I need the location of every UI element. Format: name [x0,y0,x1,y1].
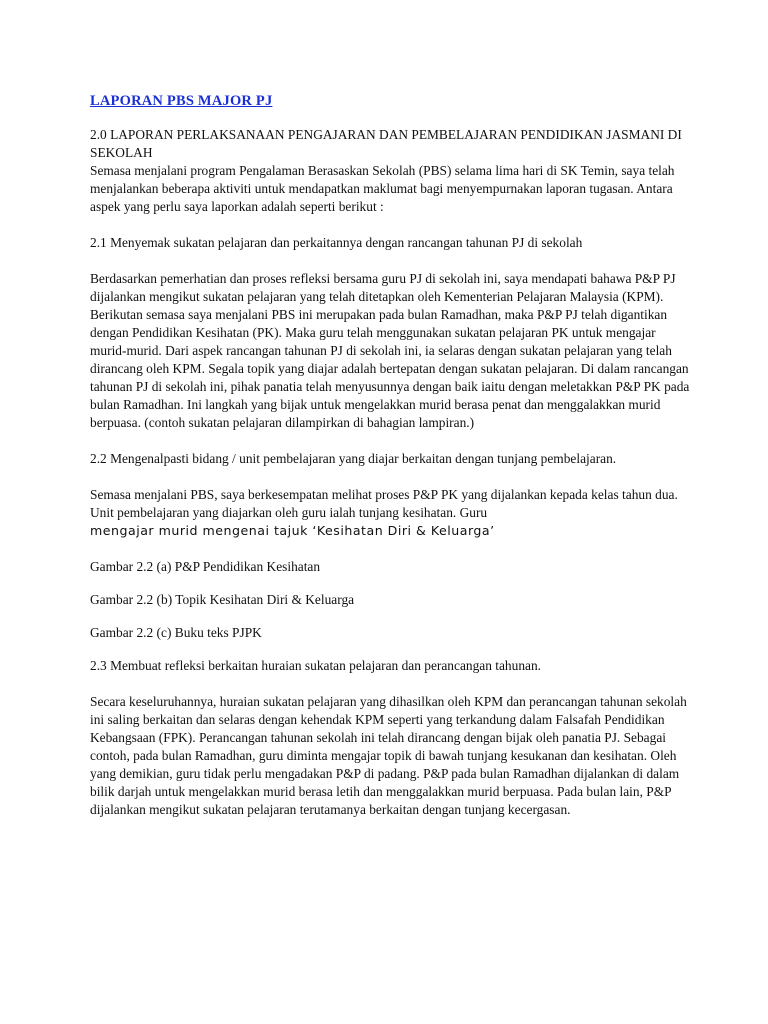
figure-caption-c: Gambar 2.2 (c) Buku teks PJPK [90,625,262,640]
paragraph-2-3: Secara keseluruhannya, huraian sukatan pelajaran yang dihasilkan oleh KPM dan perancangan tahunan sekolah ini saling berkaitan dan selaras dengan kehendak KPM seperti yang terkandung dalam Falsafah Pendidikan Kebangsaan (FPK). Perancangan tahunan sekolah ini telah dirancang dengan bijak oleh panatia PJ. Sebagai contoh, pada bulan Ramadhan, guru diminta mengajar topik di bawah tunjang kesukanan dan kesihatan. Oleh yang demikian, guru tidak perlu mengadakan P&P di padang. P&P pada bulan Ramadhan dijalankan di dalam bilik darjah untuk mengelakkan murid berasa letih dan menggalakkan murid berpuasa. Pada bulan lain, P&P dijalankan mengikut sukatan pelajaran terutamanya berkaitan dengan tunjang kecergasan. [90,694,687,817]
figure-caption-a: Gambar 2.2 (a) P&P Pendidikan Kesihatan [90,559,321,574]
paragraph-2-1: Berdasarkan pemerhatian dan proses refleksi bersama guru PJ di sekolah ini, saya mendapati bahawa P&P PJ dijalankan mengikut sukatan pelajaran yang telah ditetapkan oleh Kementerian Pelajaran Malaysia (KPM). Berikutan semasa saya menjalani PBS ini merupakan pada bulan Ramadhan, maka P&P PJ telah digantikan dengan Pendidikan Kesihatan (PK). Maka guru telah menggunakan sukatan pelajaran PK untuk mengajar murid-murid. Dari aspek rancangan tahunan PJ di sekolah ini, ia selaras dengan sukatan pelajaran yang telah dirancang oleh KPM. Segala topik yang diajar adalah bertepatan dengan sukatan pelajaran. Di dalam rancangan tahunan PJ di sekolah ini, pihak panatia telah menyusunnya dengan baik iaitu dengan meletakkan P&P PK pada bulan Ramadhan. Ini langkah yang bijak untuk mengelakkan murid berasa penat dan menggalakkan murid berpuasa. (contoh sukatan pelajaran dilampirkan di bahagian lampiran.) [90,271,690,430]
paragraph-2-2: Semasa menjalani PBS, saya berkesempatan melihat proses P&P PK yang dijalankan kepada kelas tahun dua. Unit pembelajaran yang diajarkan oleh guru ialah tunjang kesihatan. Guru [90,487,678,520]
section-heading-2-3: 2.3 Membuat refleksi berkaitan huraian sukatan pelajaran dan perancangan tahunan. [90,658,541,673]
paragraph-2-2-continued: mengajar murid mengenai tajuk ‘Kesihatan Diri & Keluarga’ [90,523,495,538]
document-body [90,92,690,837]
intro-paragraph: Semasa menjalani program Pengalaman Berasaskan Sekolah (PBS) selama lima hari di SK Temin, saya telah menjalankan beberapa aktiviti untuk mendapatkan maklumat bagi menyempurnakan laporan tugasan. Antara aspek yang perlu saya laporkan adalah seperti berikut : [90,163,675,214]
section-heading-2-2: 2.2 Mengenalpasti bidang / unit pembelajaran yang diajar berkaitan dengan tunjang pembelajaran. [90,451,617,466]
section-heading-2-1: 2.1 Menyemak sukatan pelajaran dan perkaitannya dengan rancangan tahunan PJ di sekolah [90,235,583,250]
figure-caption-b: Gambar 2.2 (b) Topik Kesihatan Diri & Keluarga [90,592,355,607]
section-heading-2-0: 2.0 LAPORAN PERLAKSANAAN PENGAJARAN DAN PEMBELAJARAN PENDIDIKAN JASMANI DI SEKOLAH [90,127,682,160]
document-title: LAPORAN PBS MAJOR PJ [90,93,273,109]
